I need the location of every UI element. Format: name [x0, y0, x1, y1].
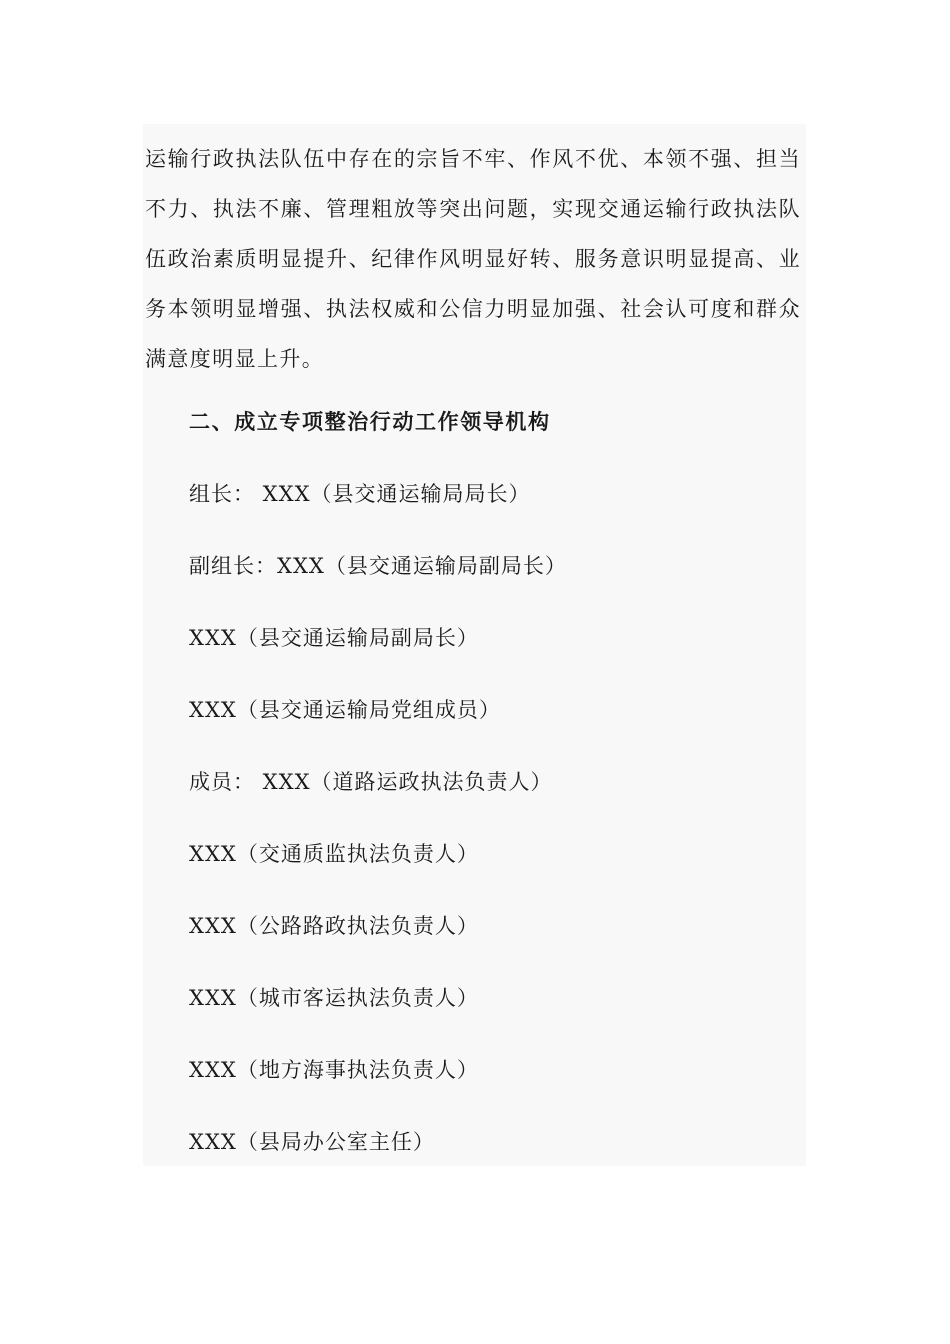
member-line-leader: 组长： XXX（县交通运输局局长）	[189, 482, 531, 506]
member-line: XXX（城市客运执法负责人）	[189, 986, 479, 1010]
document-text-block	[143, 124, 806, 1166]
section-heading: 二、成立专项整治行动工作领导机构	[189, 409, 551, 434]
member-line: XXX（县交通运输局副局长）	[189, 626, 479, 650]
intro-paragraph: 运输行政执法队伍中存在的宗旨不牢、作风不优、本领不强、担当不力、执法不廉、管理粗放等突出问题，实现交通运输行政执法队伍政治素质明显提升、纪律作风明显好转、服务意识明显提高、业务本领明显增强、执法权威和公信力明显加强、社会认可度和群众满意度明显上升。	[145, 147, 801, 371]
member-line: XXX（地方海事执法负责人）	[189, 1058, 479, 1082]
member-line-deputy-leader: 副组长：XXX（县交通运输局副局长）	[189, 554, 567, 578]
member-line: XXX（县局办公室主任）	[189, 1130, 435, 1154]
member-line-members: 成员： XXX（道路运政执法负责人）	[189, 770, 553, 794]
member-line: XXX（交通质监执法负责人）	[189, 842, 479, 866]
member-line: XXX（县交通运输局党组成员）	[189, 698, 501, 722]
member-line: XXX（公路路政执法负责人）	[189, 914, 479, 938]
